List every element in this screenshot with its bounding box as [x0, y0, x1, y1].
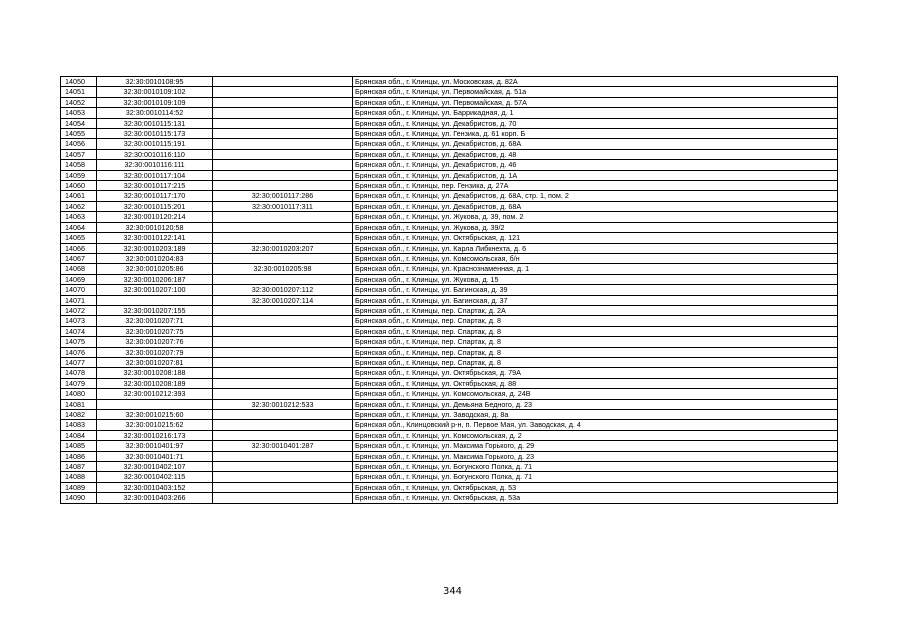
- cell-record-number: 14062: [61, 201, 97, 211]
- table-row: [61, 389, 838, 399]
- cell-address: Брянская обл., г. Клинцы, ул. Комсомольская, д. 2: [353, 430, 838, 440]
- cell-address: Брянская обл., г. Клинцы, ул. Гензика, д. 61 корп. Б: [353, 129, 838, 139]
- cell-cadastral-number-2: [213, 212, 353, 222]
- cell-address: Брянская обл., г. Клинцы, ул. Баррикадная, д. 1: [353, 108, 838, 118]
- cell-record-number: 14087: [61, 462, 97, 472]
- cell-record-number: 14057: [61, 149, 97, 159]
- cell-cadastral-number: 32:30:0010116:110: [97, 149, 213, 159]
- cell-record-number: 14066: [61, 243, 97, 253]
- cell-cadastral-number-2: [213, 253, 353, 263]
- table-row: [61, 129, 838, 139]
- table-row: [61, 493, 838, 503]
- cell-cadastral-number: 32:30:0010117:170: [97, 191, 213, 201]
- cell-address: Брянская обл., г. Клинцы, ул. Жукова, д. 39/2: [353, 222, 838, 232]
- cell-cadastral-number: 32:30:0010208:189: [97, 378, 213, 388]
- cell-record-number: 14060: [61, 181, 97, 191]
- cell-cadastral-number: 32:30:0010207:71: [97, 316, 213, 326]
- table-row: [61, 451, 838, 461]
- cell-address: Брянская обл., г. Клинцы, ул. Комсомольская, б/н: [353, 253, 838, 263]
- cell-address: Брянская обл., г. Клинцы, ул. Жукова, д. 15: [353, 274, 838, 284]
- cell-cadastral-number: 32:30:0010207:155: [97, 305, 213, 315]
- cell-cadastral-number-2: [213, 118, 353, 128]
- cell-cadastral-number: 32:30:0010115:131: [97, 118, 213, 128]
- table-row: [61, 233, 838, 243]
- cell-record-number: 14069: [61, 274, 97, 284]
- cell-address: Брянская обл., г. Клинцы, пер. Спартак, д. 8: [353, 347, 838, 357]
- cell-cadastral-number: 32:30:0010401:97: [97, 441, 213, 451]
- cell-address: Брянская обл., г. Клинцы, ул. Богунского Полка, д. 71: [353, 472, 838, 482]
- cell-record-number: 14073: [61, 316, 97, 326]
- cell-address: Брянская обл., г. Клинцы, пер. Спартак, д. 8: [353, 337, 838, 347]
- cell-cadastral-number: [97, 295, 213, 305]
- cell-address: Брянская обл., г. Клинцы, ул. Декабристов, д. 68А, стр. 1, пом. 2: [353, 191, 838, 201]
- table-row: [61, 305, 838, 315]
- cell-address: Брянская обл., г. Клинцы, ул. Октябрьская, д. 121: [353, 233, 838, 243]
- cell-cadastral-number-2: 32:30:0010401:287: [213, 441, 353, 451]
- cell-cadastral-number: 32:30:0010403:266: [97, 493, 213, 503]
- cell-cadastral-number: 32:30:0010122:141: [97, 233, 213, 243]
- table-row: [61, 295, 838, 305]
- cell-cadastral-number: 32:30:0010215:62: [97, 420, 213, 430]
- cell-address: Брянская обл., г. Клинцы, ул. Октябрьская, д. 53: [353, 482, 838, 492]
- cell-cadastral-number: 32:30:0010204:83: [97, 253, 213, 263]
- cell-cadastral-number-2: [213, 233, 353, 243]
- table-row: [61, 357, 838, 367]
- table-row: [61, 337, 838, 347]
- cell-cadastral-number-2: [213, 451, 353, 461]
- cell-record-number: 14082: [61, 410, 97, 420]
- table-row: [61, 264, 838, 274]
- cell-cadastral-number-2: 32:30:0010117:311: [213, 201, 353, 211]
- cell-cadastral-number-2: [213, 139, 353, 149]
- cell-record-number: 14089: [61, 482, 97, 492]
- cell-cadastral-number: 32:30:0010207:75: [97, 326, 213, 336]
- cell-cadastral-number-2: 32:30:0010203:207: [213, 243, 353, 253]
- cell-cadastral-number: 32:30:0010207:81: [97, 357, 213, 367]
- cell-cadastral-number: 32:30:0010402:115: [97, 472, 213, 482]
- cell-cadastral-number-2: [213, 482, 353, 492]
- cell-cadastral-number: 32:30:0010109:109: [97, 97, 213, 107]
- cell-record-number: 14090: [61, 493, 97, 503]
- cell-record-number: 14072: [61, 305, 97, 315]
- cell-cadastral-number-2: [213, 462, 353, 472]
- table-row: [61, 326, 838, 336]
- cell-cadastral-number: 32:30:0010120:58: [97, 222, 213, 232]
- table-row: [61, 191, 838, 201]
- cell-cadastral-number: 32:30:0010115:201: [97, 201, 213, 211]
- cell-cadastral-number: 32:30:0010115:191: [97, 139, 213, 149]
- table-row: [61, 139, 838, 149]
- cell-cadastral-number: 32:30:0010212:393: [97, 389, 213, 399]
- table-row: [61, 149, 838, 159]
- table-row: [61, 170, 838, 180]
- cell-cadastral-number-2: [213, 87, 353, 97]
- table-row: [61, 430, 838, 440]
- cell-cadastral-number-2: [213, 337, 353, 347]
- property-registry-table: [60, 76, 838, 504]
- cell-address: Брянская обл., г. Клинцы, ул. Октябрьская, д. 88: [353, 378, 838, 388]
- table-row: [61, 181, 838, 191]
- cell-record-number: 14077: [61, 357, 97, 367]
- cell-record-number: 14068: [61, 264, 97, 274]
- cell-record-number: 14064: [61, 222, 97, 232]
- cell-cadastral-number-2: [213, 149, 353, 159]
- cell-cadastral-number-2: [213, 357, 353, 367]
- table-row: [61, 472, 838, 482]
- cell-cadastral-number: 32:30:0010207:76: [97, 337, 213, 347]
- cell-record-number: 14074: [61, 326, 97, 336]
- table-row: [61, 347, 838, 357]
- table-row: [61, 274, 838, 284]
- cell-record-number: 14081: [61, 399, 97, 409]
- table-row: [61, 285, 838, 295]
- table-row: [61, 222, 838, 232]
- cell-record-number: 14056: [61, 139, 97, 149]
- cell-cadastral-number: 32:30:0010115:173: [97, 129, 213, 139]
- cell-address: Брянская обл., Клинцовский р-н, п. Первое Мая, ул. Заводская, д. 4: [353, 420, 838, 430]
- cell-address: Брянская обл., г. Клинцы, ул. Декабристов, д. 68А: [353, 201, 838, 211]
- cell-cadastral-number-2: [213, 472, 353, 482]
- table-row: [61, 243, 838, 253]
- cell-record-number: 14079: [61, 378, 97, 388]
- cell-record-number: 14070: [61, 285, 97, 295]
- cell-address: Брянская обл., г. Клинцы, пер. Спартак, д. 2А: [353, 305, 838, 315]
- cell-cadastral-number: 32:30:0010215:60: [97, 410, 213, 420]
- page-number: 344: [442, 586, 463, 597]
- cell-cadastral-number-2: 32:30:0010207:114: [213, 295, 353, 305]
- cell-record-number: 14055: [61, 129, 97, 139]
- cell-address: Брянская обл., г. Клинцы, ул. Богунского Полка, д. 71: [353, 462, 838, 472]
- cell-cadastral-number: 32:30:0010206:187: [97, 274, 213, 284]
- cell-cadastral-number-2: [213, 493, 353, 503]
- cell-cadastral-number-2: [213, 170, 353, 180]
- cell-cadastral-number-2: [213, 378, 353, 388]
- cell-cadastral-number-2: [213, 368, 353, 378]
- cell-address: Брянская обл., г. Клинцы, ул. Декабристов, д. 1А: [353, 170, 838, 180]
- cell-cadastral-number-2: [213, 326, 353, 336]
- table-row: [61, 399, 838, 409]
- cell-address: Брянская обл., г. Клинцы, ул. Багинская, д. 39: [353, 285, 838, 295]
- cell-record-number: 14076: [61, 347, 97, 357]
- cell-address: Брянская обл., г. Клинцы, ул. Декабристов, д. 70: [353, 118, 838, 128]
- cell-cadastral-number: 32:30:0010117:215: [97, 181, 213, 191]
- cell-cadastral-number: 32:30:0010120:214: [97, 212, 213, 222]
- table-row: [61, 253, 838, 263]
- cell-cadastral-number-2: 32:30:0010205:98: [213, 264, 353, 274]
- table-row: [61, 420, 838, 430]
- cell-cadastral-number: 32:30:0010401:71: [97, 451, 213, 461]
- cell-address: Брянская обл., г. Клинцы, ул. Комсомольская, д. 24В: [353, 389, 838, 399]
- cell-cadastral-number: 32:30:0010216:173: [97, 430, 213, 440]
- table-row: [61, 118, 838, 128]
- cell-address: Брянская обл., г. Клинцы, пер. Спартак, д. 8: [353, 326, 838, 336]
- cell-cadastral-number-2: [213, 274, 353, 284]
- cell-cadastral-number: 32:30:0010207:79: [97, 347, 213, 357]
- cell-address: Брянская обл., г. Клинцы, ул. Декабристов, д. 68А: [353, 139, 838, 149]
- cell-address: Брянская обл., г. Клинцы, пер. Гензика, д. 27А: [353, 181, 838, 191]
- cell-cadastral-number: 32:30:0010207:100: [97, 285, 213, 295]
- table-row: [61, 108, 838, 118]
- table-row: [61, 410, 838, 420]
- table-row: [61, 77, 838, 87]
- cell-address: Брянская обл., г. Клинцы, ул. Багинская, д. 37: [353, 295, 838, 305]
- cell-address: Брянская обл., г. Клинцы, ул. Октябрьская, д. 79А: [353, 368, 838, 378]
- cell-address: Брянская обл., г. Клинцы, ул. Московская, д. 82А: [353, 77, 838, 87]
- table-row: [61, 462, 838, 472]
- cell-address: Брянская обл., г. Клинцы, ул. Демьяна Бедного, д. 23: [353, 399, 838, 409]
- cell-address: Брянская обл., г. Клинцы, пер. Спартак, д. 8: [353, 357, 838, 367]
- cell-cadastral-number: 32:30:0010203:189: [97, 243, 213, 253]
- cell-record-number: 14054: [61, 118, 97, 128]
- cell-record-number: 14052: [61, 97, 97, 107]
- table-row: [61, 368, 838, 378]
- cell-cadastral-number: 32:30:0010208:188: [97, 368, 213, 378]
- cell-record-number: 14063: [61, 212, 97, 222]
- cell-record-number: 14078: [61, 368, 97, 378]
- cell-cadastral-number: 32:30:0010403:152: [97, 482, 213, 492]
- table-row: [61, 212, 838, 222]
- cell-record-number: 14065: [61, 233, 97, 243]
- cell-cadastral-number-2: 32:30:0010212:533: [213, 399, 353, 409]
- cell-cadastral-number-2: [213, 97, 353, 107]
- cell-cadastral-number-2: [213, 305, 353, 315]
- cell-cadastral-number: 32:30:0010402:107: [97, 462, 213, 472]
- cell-cadastral-number-2: [213, 108, 353, 118]
- cell-cadastral-number-2: [213, 430, 353, 440]
- cell-record-number: 14088: [61, 472, 97, 482]
- cell-address: Брянская обл., г. Клинцы, ул. Краснознаменная, д. 1: [353, 264, 838, 274]
- cell-record-number: 14086: [61, 451, 97, 461]
- table-row: [61, 97, 838, 107]
- table-row: [61, 316, 838, 326]
- cell-record-number: 14084: [61, 430, 97, 440]
- cell-cadastral-number-2: 32:30:0010117:286: [213, 191, 353, 201]
- cell-record-number: 14083: [61, 420, 97, 430]
- cell-cadastral-number: [97, 399, 213, 409]
- cell-record-number: 14050: [61, 77, 97, 87]
- cell-address: Брянская обл., г. Клинцы, пер. Спартак, д. 8: [353, 316, 838, 326]
- cell-cadastral-number-2: [213, 181, 353, 191]
- cell-address: Брянская обл., г. Клинцы, ул. Заводская, д. 8а: [353, 410, 838, 420]
- cell-address: Брянская обл., г. Клинцы, ул. Декабристов, д. 46: [353, 160, 838, 170]
- cell-address: Брянская обл., г. Клинцы, ул. Декабристов, д. 48: [353, 149, 838, 159]
- cell-address: Брянская обл., г. Клинцы, ул. Первомайская, д. 51а: [353, 87, 838, 97]
- cell-record-number: 14080: [61, 389, 97, 399]
- cell-record-number: 14061: [61, 191, 97, 201]
- cell-cadastral-number: 32:30:0010116:111: [97, 160, 213, 170]
- cell-record-number: 14051: [61, 87, 97, 97]
- table-row: [61, 441, 838, 451]
- cell-cadastral-number-2: [213, 222, 353, 232]
- cell-address: Брянская обл., г. Клинцы, ул. Жукова, д. 39, пом. 2: [353, 212, 838, 222]
- cell-record-number: 14058: [61, 160, 97, 170]
- cell-cadastral-number-2: [213, 347, 353, 357]
- cell-address: Брянская обл., г. Клинцы, ул. Октябрьская, д. 53а: [353, 493, 838, 503]
- cell-address: Брянская обл., г. Клинцы, ул. Первомайская, д. 57А: [353, 97, 838, 107]
- cell-address: Брянская обл., г. Клинцы, ул. Максима Горького, д. 23: [353, 451, 838, 461]
- cell-cadastral-number-2: [213, 420, 353, 430]
- registry-table-body: [61, 77, 838, 504]
- cell-record-number: 14075: [61, 337, 97, 347]
- cell-cadastral-number-2: [213, 129, 353, 139]
- cell-cadastral-number-2: [213, 389, 353, 399]
- cell-cadastral-number: 32:30:0010117:104: [97, 170, 213, 180]
- cell-cadastral-number-2: 32:30:0010207:112: [213, 285, 353, 295]
- table-row: [61, 160, 838, 170]
- cell-cadastral-number: 32:30:0010108:95: [97, 77, 213, 87]
- cell-record-number: 14059: [61, 170, 97, 180]
- table-row: [61, 482, 838, 492]
- table-row: [61, 87, 838, 97]
- cell-cadastral-number-2: [213, 410, 353, 420]
- cell-cadastral-number-2: [213, 77, 353, 87]
- cell-record-number: 14067: [61, 253, 97, 263]
- cell-record-number: 14071: [61, 295, 97, 305]
- cell-address: Брянская обл., г. Клинцы, ул. Карла Либкнехта, д. 6: [353, 243, 838, 253]
- cell-record-number: 14053: [61, 108, 97, 118]
- table-row: [61, 201, 838, 211]
- cell-record-number: 14085: [61, 441, 97, 451]
- cell-cadastral-number-2: [213, 160, 353, 170]
- table-row: [61, 378, 838, 388]
- cell-cadastral-number: 32:30:0010109:102: [97, 87, 213, 97]
- cell-cadastral-number: 32:30:0010114:52: [97, 108, 213, 118]
- cell-cadastral-number-2: [213, 316, 353, 326]
- cell-address: Брянская обл., г. Клинцы, ул. Максима Горького, д. 29: [353, 441, 838, 451]
- cell-cadastral-number: 32:30:0010205:86: [97, 264, 213, 274]
